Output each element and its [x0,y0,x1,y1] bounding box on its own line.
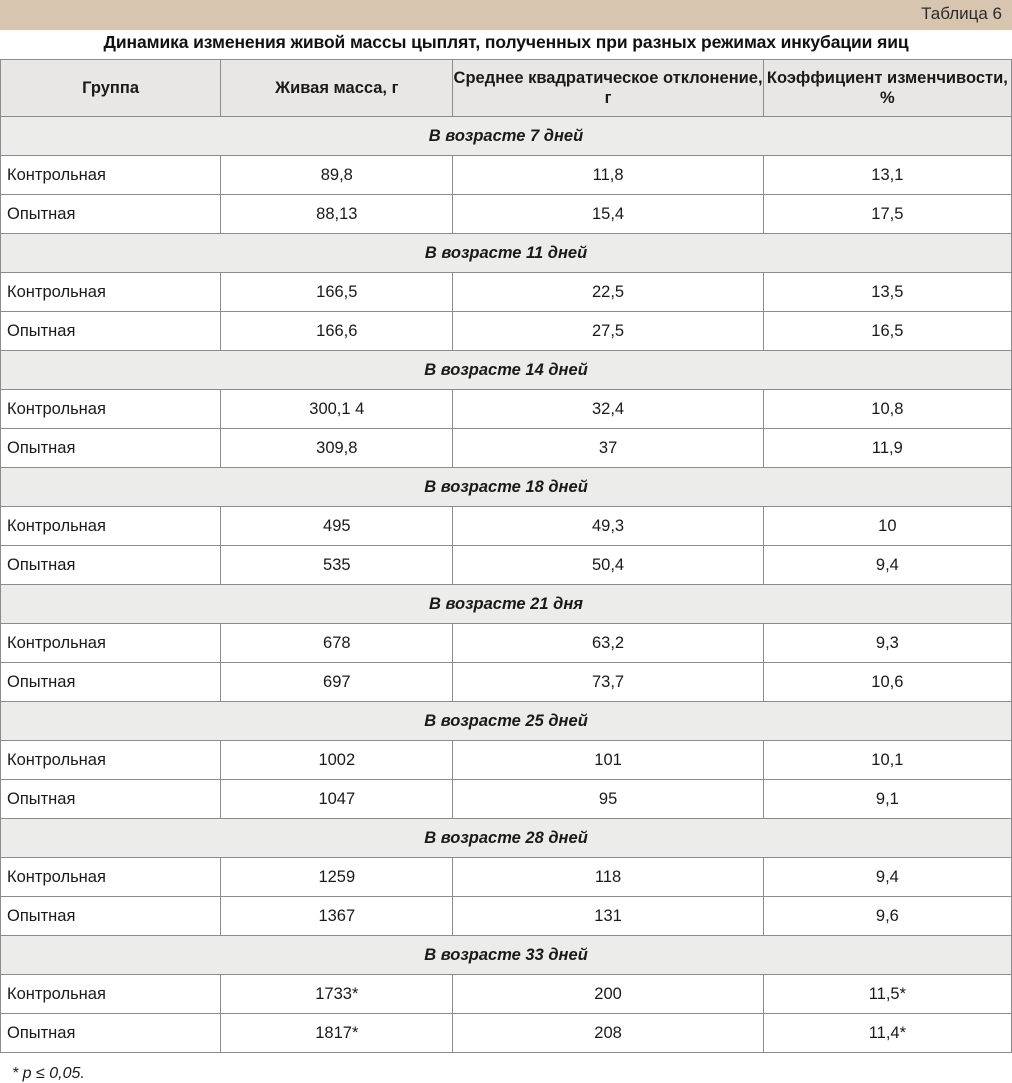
cell-live-mass: 1817* [221,1014,453,1053]
cell-variation-coefficient: 11,4* [763,1014,1011,1053]
section-header-row [1,234,1012,273]
cell-standard-deviation: 208 [453,1014,763,1053]
cell-standard-deviation: 73,7 [453,663,763,702]
table-row [1,273,1012,312]
column-header-cv: Коэффициент изменчивости, % [763,60,1011,117]
table-header [1,60,1012,117]
cell-standard-deviation: 11,8 [453,156,763,195]
cell-group-name: Опытная [1,1014,221,1053]
section-age-label: В возрасте 11 дней [1,234,1012,273]
cell-live-mass: 88,13 [221,195,453,234]
cell-live-mass: 166,6 [221,312,453,351]
cell-variation-coefficient: 17,5 [763,195,1011,234]
section-age-label: В возрасте 33 дней [1,936,1012,975]
cell-group-name: Опытная [1,312,221,351]
cell-variation-coefficient: 11,9 [763,429,1011,468]
table-row [1,975,1012,1014]
data-table [0,59,1012,1053]
top-color-band [0,0,1012,30]
cell-group-name: Опытная [1,897,221,936]
cell-live-mass: 89,8 [221,156,453,195]
cell-group-name: Опытная [1,195,221,234]
cell-group-name: Контрольная [1,273,221,312]
table-row [1,507,1012,546]
cell-group-name: Контрольная [1,975,221,1014]
cell-group-name: Опытная [1,429,221,468]
cell-variation-coefficient: 9,4 [763,546,1011,585]
section-header-row [1,351,1012,390]
cell-variation-coefficient: 10 [763,507,1011,546]
cell-live-mass: 495 [221,507,453,546]
section-age-label: В возрасте 14 дней [1,351,1012,390]
section-header-row [1,585,1012,624]
cell-live-mass: 1733* [221,975,453,1014]
table-row [1,429,1012,468]
cell-live-mass: 678 [221,624,453,663]
cell-variation-coefficient: 10,1 [763,741,1011,780]
section-header-row [1,702,1012,741]
cell-standard-deviation: 101 [453,741,763,780]
cell-standard-deviation: 37 [453,429,763,468]
cell-variation-coefficient: 9,3 [763,624,1011,663]
cell-variation-coefficient: 13,5 [763,273,1011,312]
cell-standard-deviation: 131 [453,897,763,936]
cell-group-name: Контрольная [1,624,221,663]
cell-live-mass: 1002 [221,741,453,780]
table-header-row [1,60,1012,117]
cell-standard-deviation: 22,5 [453,273,763,312]
cell-standard-deviation: 32,4 [453,390,763,429]
table-row [1,858,1012,897]
table-number-label: Таблица 6 [921,4,1002,23]
cell-standard-deviation: 63,2 [453,624,763,663]
cell-live-mass: 1259 [221,858,453,897]
section-age-label: В возрасте 25 дней [1,702,1012,741]
footnote: * p ≤ 0,05. [12,1065,85,1082]
table-title: Динамика изменения живой массы цыплят, полученных при разных режимах инкубации яиц [103,32,909,52]
section-age-label: В возрасте 21 дня [1,585,1012,624]
section-header-row [1,936,1012,975]
section-age-label: В возрасте 7 дней [1,117,1012,156]
cell-variation-coefficient: 10,6 [763,663,1011,702]
table-row [1,195,1012,234]
cell-live-mass: 1047 [221,780,453,819]
section-header-row [1,117,1012,156]
table-row [1,897,1012,936]
table-row [1,624,1012,663]
cell-standard-deviation: 50,4 [453,546,763,585]
cell-live-mass: 166,5 [221,273,453,312]
cell-group-name: Опытная [1,546,221,585]
cell-standard-deviation: 49,3 [453,507,763,546]
cell-variation-coefficient: 11,5* [763,975,1011,1014]
column-header-mass: Живая масса, г [221,60,453,117]
table-row [1,156,1012,195]
section-header-row [1,819,1012,858]
cell-live-mass: 535 [221,546,453,585]
cell-group-name: Контрольная [1,156,221,195]
cell-live-mass: 1367 [221,897,453,936]
cell-live-mass: 300,1 4 [221,390,453,429]
table-row [1,312,1012,351]
column-header-sd: Среднее квадратическое отклонение, г [453,60,763,117]
cell-variation-coefficient: 9,4 [763,858,1011,897]
section-header-row [1,468,1012,507]
cell-standard-deviation: 200 [453,975,763,1014]
table-row [1,546,1012,585]
cell-standard-deviation: 15,4 [453,195,763,234]
cell-variation-coefficient: 10,8 [763,390,1011,429]
cell-standard-deviation: 118 [453,858,763,897]
column-header-group: Группа [1,60,221,117]
section-age-label: В возрасте 18 дней [1,468,1012,507]
table-row [1,780,1012,819]
cell-standard-deviation: 27,5 [453,312,763,351]
table-row [1,663,1012,702]
cell-group-name: Контрольная [1,741,221,780]
cell-live-mass: 309,8 [221,429,453,468]
table-row [1,1014,1012,1053]
cell-group-name: Контрольная [1,507,221,546]
cell-group-name: Контрольная [1,858,221,897]
cell-group-name: Контрольная [1,390,221,429]
cell-standard-deviation: 95 [453,780,763,819]
table-body [1,117,1012,1053]
table-row [1,390,1012,429]
cell-group-name: Опытная [1,780,221,819]
cell-group-name: Опытная [1,663,221,702]
cell-live-mass: 697 [221,663,453,702]
cell-variation-coefficient: 16,5 [763,312,1011,351]
cell-variation-coefficient: 9,1 [763,780,1011,819]
cell-variation-coefficient: 13,1 [763,156,1011,195]
section-age-label: В возрасте 28 дней [1,819,1012,858]
cell-variation-coefficient: 9,6 [763,897,1011,936]
table-row [1,741,1012,780]
